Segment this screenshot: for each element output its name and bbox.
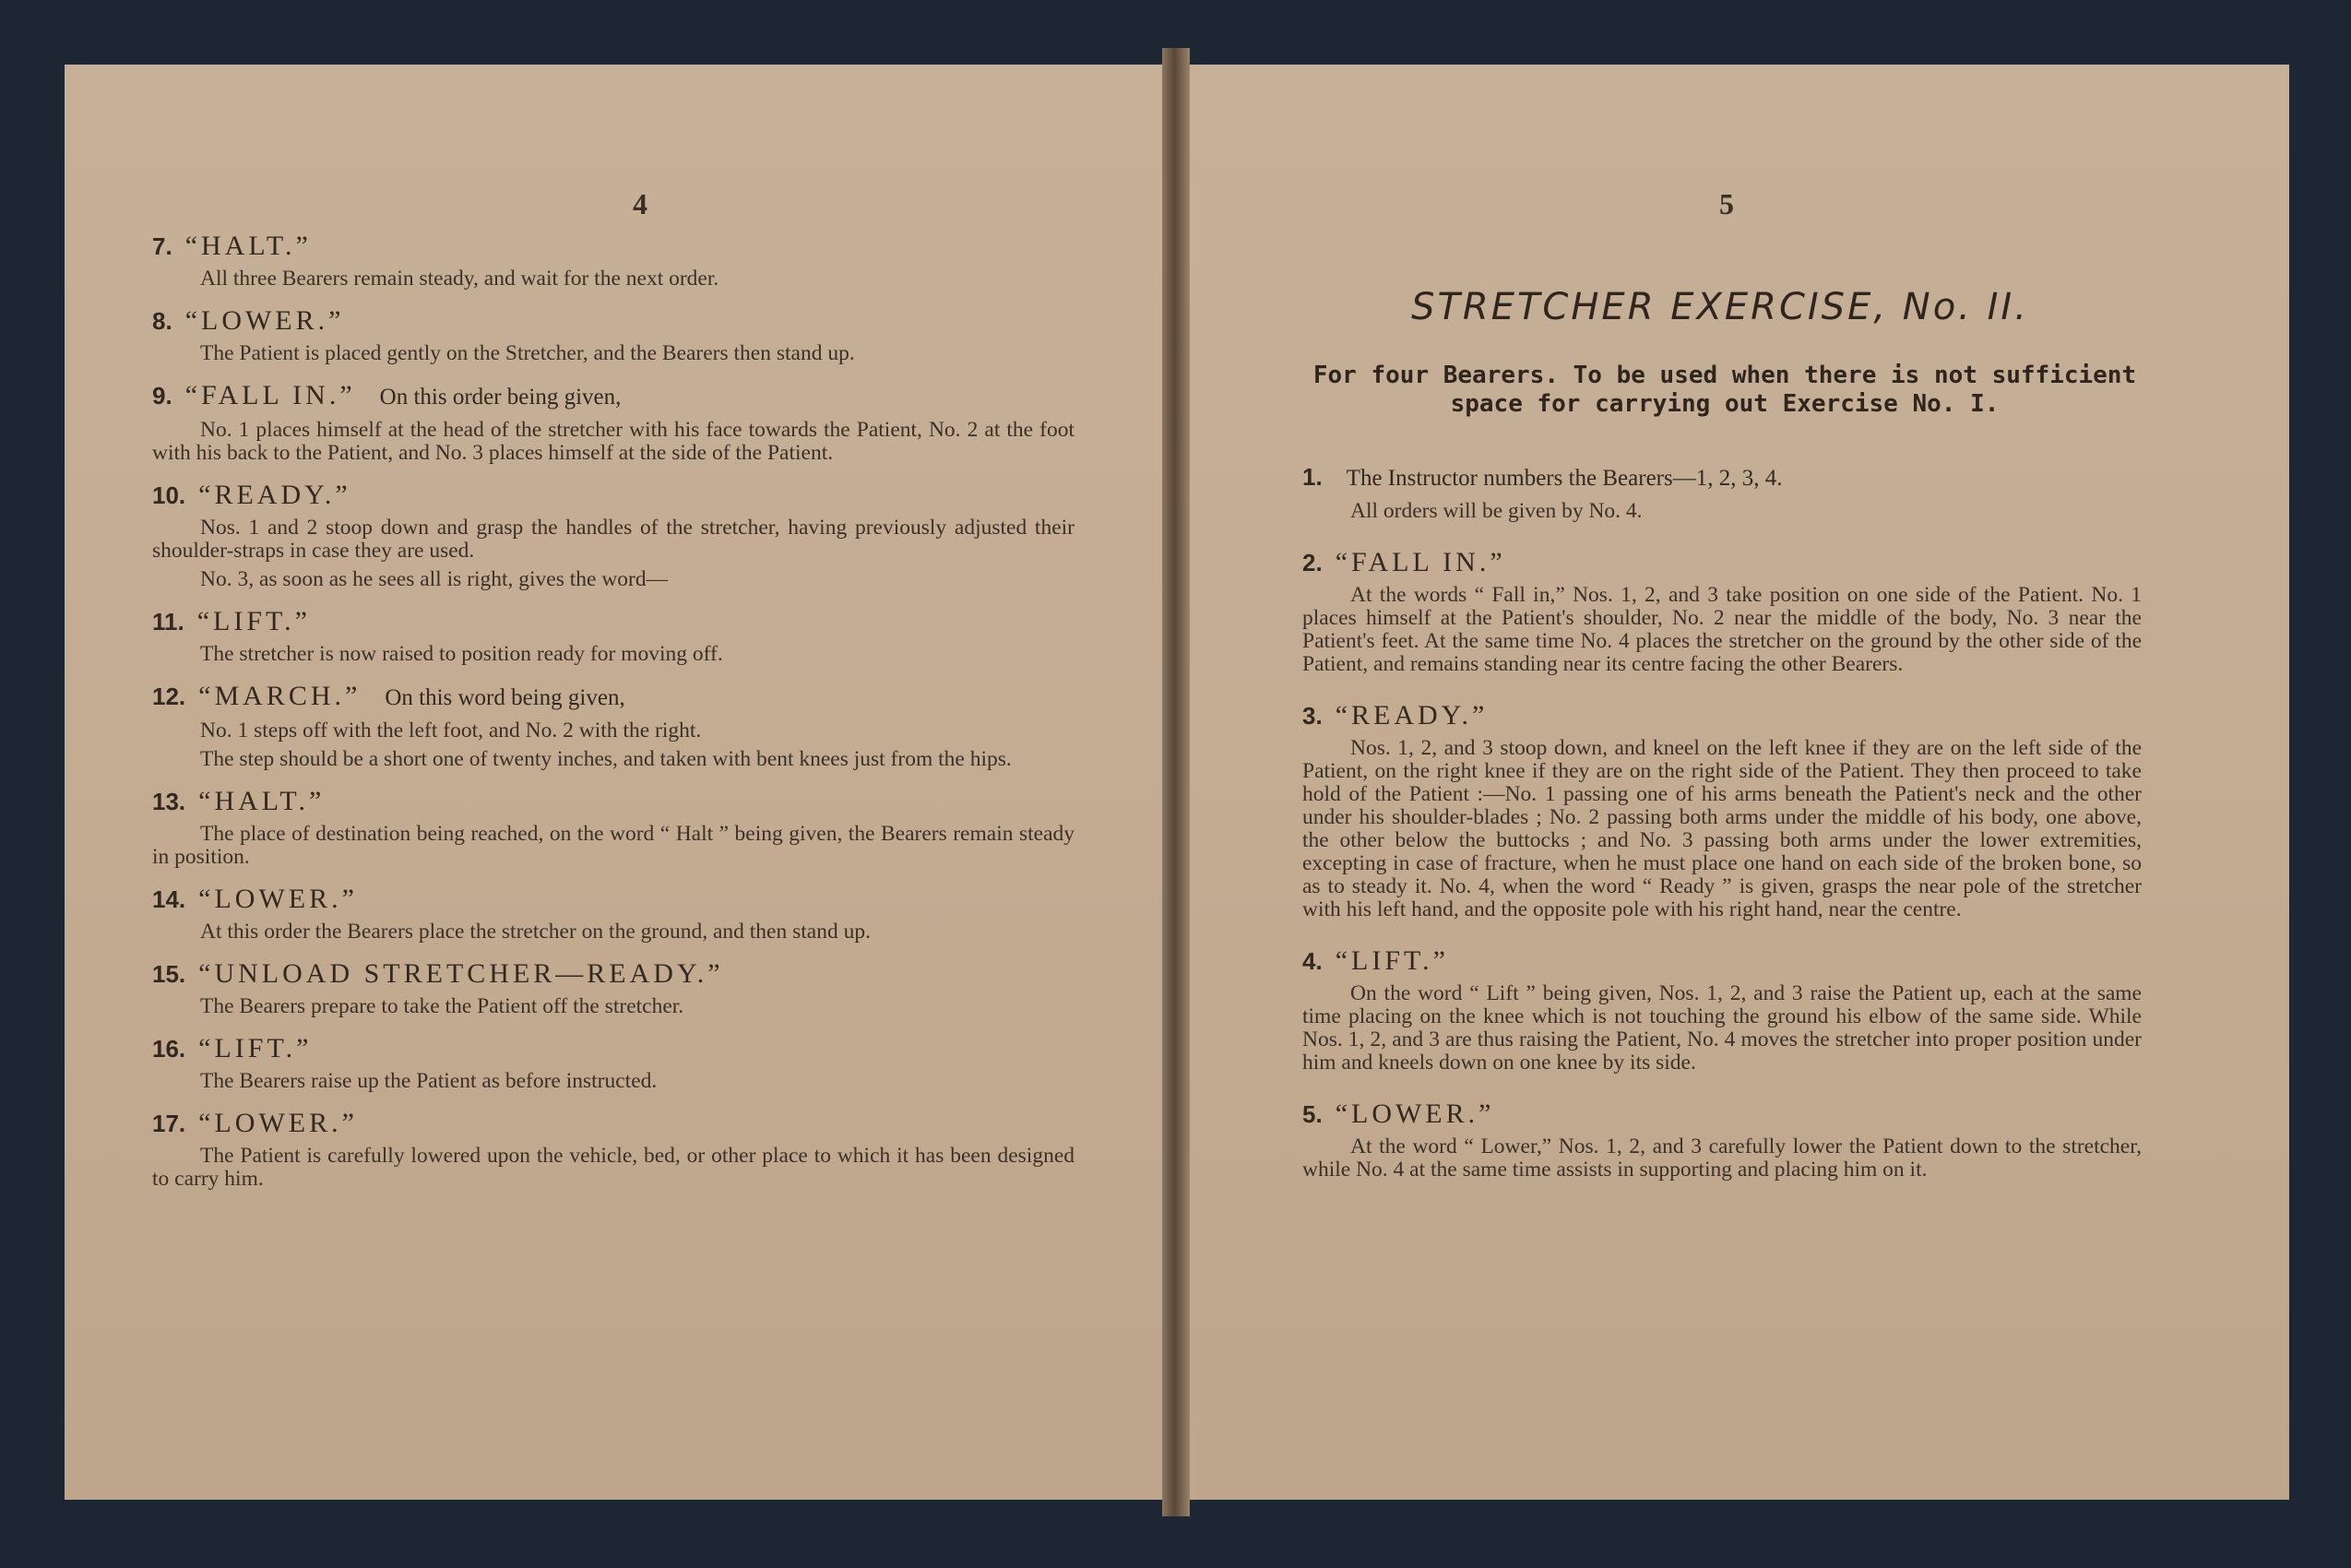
item-command: “FALL IN.” <box>1335 547 1506 577</box>
item-heading <box>1302 461 2142 494</box>
item-heading <box>152 1033 1075 1064</box>
exercise-item <box>152 305 1075 365</box>
page-number-right: 5 <box>1719 187 1734 220</box>
exercise-title: STRETCHER EXERCISE, No. II. <box>1411 286 2029 328</box>
item-paragraph: The place of destination being reached, on the word “ Halt ” being given, the Bearers remain steady in position. <box>152 822 1075 869</box>
item-paragraph: Nos. 1 and 2 stoop down and grasp the handles of the stretcher, having previously adjusted their shoulder-straps in case they are used. <box>152 516 1075 563</box>
item-number: 3. <box>1302 702 1323 730</box>
item-heading <box>1302 700 2142 731</box>
item-command: “LOWER.” <box>1335 1099 1495 1129</box>
book-spine <box>1162 48 1190 1516</box>
exercise-item <box>1302 945 2142 1075</box>
item-command: “LIFT.” <box>1335 945 1449 976</box>
exercise-item <box>152 884 1075 944</box>
exercise-item <box>152 231 1075 291</box>
right-page-content <box>1302 461 2142 1206</box>
item-command: “LOWER.” <box>184 305 345 336</box>
item-command: “UNLOAD STRETCHER—READY.” <box>198 958 724 989</box>
item-paragraph: No. 3, as soon as he sees all is right, gives the word— <box>200 567 669 591</box>
item-command: “LOWER.” <box>198 884 358 914</box>
item-intro-text: On this word being given, <box>385 685 625 710</box>
page-number-left: 4 <box>633 187 647 220</box>
item-heading <box>152 1108 1075 1139</box>
item-heading <box>152 884 1075 915</box>
item-paragraph: The Patient is carefully lowered upon the vehicle, bed, or other place to which it has been designed to carry him. <box>152 1144 1075 1191</box>
exercise-item <box>152 380 1075 465</box>
item-command: “LIFT.” <box>198 1033 313 1063</box>
exercise-item <box>152 606 1075 666</box>
exercise-item <box>1302 461 2142 523</box>
item-heading <box>152 681 1075 714</box>
item-paragraph: All three Bearers remain steady, and wait for the next order. <box>200 267 719 291</box>
item-number: 5. <box>1302 1100 1323 1128</box>
item-number: 16. <box>152 1035 186 1063</box>
item-paragraph: All orders will be given by No. 4. <box>1350 499 1643 523</box>
left-page-content <box>152 231 1075 1206</box>
item-command: “READY.” <box>198 480 351 510</box>
item-number: 8. <box>152 307 172 335</box>
item-command: “HALT.” <box>198 786 326 816</box>
item-command: “READY.” <box>1335 700 1489 731</box>
item-paragraph: The Bearers raise up the Patient as before instructed. <box>200 1069 658 1093</box>
item-number: 17. <box>152 1110 186 1137</box>
item-paragraph: On the word “ Lift ” being given, Nos. 1, 2, and 3 raise the Patient up, each at the same time placing on the knee which is not touching the ground his elbow of the same side. While Nos. 1, 2, and 3 are thus raising the Patient, No. 4 moves the stretcher into proper position under him and kneels down on one knee by its side. <box>1302 981 2142 1075</box>
item-number: 15. <box>152 960 186 988</box>
item-number: 12. <box>152 683 186 710</box>
item-command: “LOWER.” <box>198 1108 358 1138</box>
item-paragraph: At this order the Bearers place the stretcher on the ground, and then stand up. <box>200 920 871 944</box>
item-heading <box>152 958 1075 990</box>
item-paragraph: The Patient is placed gently on the Stretcher, and the Bearers then stand up. <box>200 341 855 365</box>
item-heading <box>152 480 1075 511</box>
item-number: 2. <box>1302 549 1323 576</box>
exercise-item <box>1302 1099 2142 1182</box>
item-number: 7. <box>152 232 172 260</box>
item-heading <box>152 231 1075 262</box>
item-heading <box>152 606 1075 637</box>
item-intro-text: On this order being given, <box>379 385 622 410</box>
item-number: 4. <box>1302 947 1323 975</box>
item-command: “HALT.” <box>184 231 312 261</box>
item-command: “LIFT.” <box>196 606 311 636</box>
item-paragraph: The step should be a short one of twenty inches, and taken with bent knees just from the hips. <box>200 747 1012 771</box>
exercise-item <box>152 958 1075 1018</box>
exercise-item <box>1302 700 2142 921</box>
item-heading <box>152 380 1075 413</box>
item-paragraph: The Bearers prepare to take the Patient off the stretcher. <box>200 994 684 1018</box>
item-command: “FALL IN.” <box>184 380 356 410</box>
item-heading <box>152 305 1075 337</box>
item-paragraph: The stretcher is now raised to position ready for moving off. <box>200 642 723 666</box>
exercise-item <box>152 1108 1075 1191</box>
item-heading <box>1302 945 2142 977</box>
item-paragraph: No. 1 steps off with the left foot, and No. 2 with the right. <box>200 719 702 742</box>
item-number: 13. <box>152 788 186 815</box>
item-heading <box>1302 1099 2142 1130</box>
item-number: 11. <box>152 608 184 636</box>
item-paragraph: Nos. 1, 2, and 3 stoop down, and kneel on the left knee if they are on the left side of the Patient, on the right knee if they are on the right side of the Patient. They then proceed to take hold of the Patient :—No. 1 passing one of his arms beneath the Patient's neck and the other under his shoulder-blades ; No. 2 passing both arms under the middle of his body, one above, the other below the buttocks ; and No. 3 passing both arms under the lower extremities, excepting in case of fracture, when he must place one hand on each side of the broken bone, so as to steady it. No. 4, when the word “ Ready ” is given, grasps the near pole of the stretcher with his left hand, and the opposite pole with his right hand, near the centre. <box>1302 736 2142 921</box>
item-heading <box>1302 547 2142 578</box>
item-command: “MARCH.” <box>198 681 362 711</box>
exercise-item <box>152 1033 1075 1093</box>
exercise-subtitle: For four Bearers. To be used when there is not sufficient space for carrying out Exercise No. I. <box>1312 362 2137 418</box>
exercise-item <box>152 681 1075 771</box>
item-number: 14. <box>152 885 186 913</box>
item-intro-text: The Instructor numbers the Bearers—1, 2, 3, 4. <box>1346 466 1783 491</box>
exercise-item <box>152 786 1075 869</box>
item-paragraph: No. 1 places himself at the head of the stretcher with his face towards the Patient, No. 2 at the foot with his back to the Patient, and No. 3 places himself at the side of the Patient. <box>152 418 1075 465</box>
exercise-item <box>1302 547 2142 676</box>
item-heading <box>152 786 1075 817</box>
exercise-item <box>152 480 1075 591</box>
item-paragraph: At the words “ Fall in,” Nos. 1, 2, and 3 take position on one side of the Patient. No. 1 places himself at the Patient's shoulder, No. 2 near the middle of the body, No. 3 near the Patient's feet. At the same time No. 4 places the stretcher on the ground by the other side of the Patient, and remains standing near its centre facing the other Bearers. <box>1302 583 2142 676</box>
item-number: 9. <box>152 382 172 410</box>
item-paragraph: At the word “ Lower,” Nos. 1, 2, and 3 carefully lower the Patient down to the stretcher, while No. 4 at the same time assists in supporting and placing him on it. <box>1302 1134 2142 1182</box>
item-number: 1. <box>1302 463 1323 491</box>
item-number: 10. <box>152 481 186 509</box>
